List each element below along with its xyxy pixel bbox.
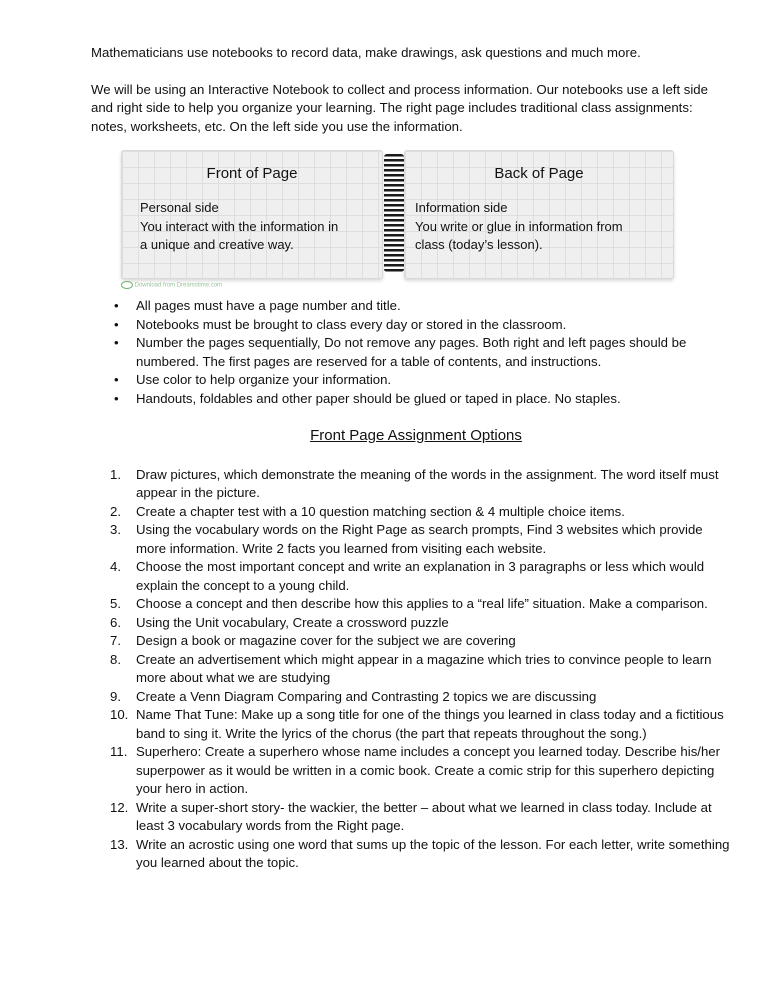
spiral-binding-icon [384, 154, 404, 272]
option-text: Design a book or magazine cover for the subject we are covering [136, 633, 516, 648]
option-item [91, 651, 731, 688]
rules-list [91, 297, 731, 408]
notebook-left-line: a unique and creative way. [140, 237, 294, 252]
notebook-left-line: Personal side [140, 200, 219, 215]
option-text: Write an acrostic using one word that sums up the topic of the lesson. For each letter, write something you learned about the topic. [136, 836, 730, 870]
watermark-logo-icon [121, 281, 133, 289]
bullet-icon: • [114, 298, 119, 313]
rule-text: All pages must have a page number and title. [136, 298, 401, 313]
option-item [91, 743, 731, 799]
option-text: Choose the most important concept and write an explanation in 3 paragraphs or less which would explain the concept to a young child. [136, 559, 705, 593]
rule-item [91, 334, 731, 371]
option-item [91, 521, 731, 558]
bullet-icon: • [114, 335, 119, 350]
option-number: 7. [110, 633, 121, 648]
option-item [91, 688, 731, 707]
option-text: Using the vocabulary words on the Right Page as search prompts, Find 3 websites which provide more information. Write 2 facts you learned from visiting each website. [136, 522, 703, 556]
notebook-right-title: Back of Page [494, 165, 584, 182]
option-number: 5. [110, 596, 121, 611]
rule-text: Handouts, foldables and other paper should be glued or taped in place. No staples. [136, 390, 621, 406]
rule-text: Number the pages sequentially, Do not remove any pages. Both right and left pages should be numbered. The first pages are reserved for a table of contents, and instructions. [136, 335, 687, 369]
option-item [91, 706, 731, 743]
stock-watermark [121, 281, 701, 289]
notebook-left-title: Front of Page [206, 165, 298, 182]
notebook-right-text [415, 199, 665, 255]
option-number: 8. [110, 651, 121, 667]
watermark-text: Download from Dreamstime.com [134, 282, 223, 289]
notebook-right-page [404, 150, 674, 279]
option-number: 2. [110, 503, 121, 519]
notebook-right-line: You write or glue in information from [415, 218, 623, 234]
option-text: Choose a concept and then describe how this applies to a “real life” situation. Make a comparison. [136, 596, 708, 611]
option-text: Superhero: Create a superhero whose name includes a concept you learned today. Describe his/her superpower as it would be written in a comic book. Create a comic strip for this superhero depicting your hero in action. [136, 744, 721, 796]
bullet-icon: • [114, 316, 119, 332]
rule-text: Notebooks must be brought to class every day or stored in the classroom. [136, 316, 567, 332]
option-number: 12. [110, 799, 129, 815]
section-title: Front Page Assignment Options [310, 427, 522, 444]
option-item [91, 595, 731, 614]
options-list [91, 466, 731, 873]
rule-item [91, 316, 731, 335]
notebook-left-text [140, 199, 374, 255]
option-number: 9. [110, 688, 121, 704]
bullet-icon: • [114, 390, 119, 406]
option-number: 11. [110, 744, 128, 759]
option-text: Name That Tune: Make up a song title for one of the things you learned in class today and a fictitious band to sing it. Write the lyrics of the chorus (the part that repeats throughout the song.) [136, 707, 724, 741]
rule-item [91, 390, 731, 409]
option-number: 3. [110, 522, 121, 537]
option-number: 4. [110, 559, 121, 574]
option-text: Create a chapter test with a 10 question matching section & 4 multiple choice items. [136, 503, 625, 519]
option-item [91, 558, 731, 595]
option-number: 10. [110, 707, 129, 722]
option-number: 6. [110, 614, 121, 630]
option-item [91, 503, 731, 522]
option-number: 13. [110, 836, 129, 852]
intro-paragraph-1: Mathematicians use notebooks to record data, make drawings, ask questions and much more. [91, 45, 641, 60]
option-number: 1. [110, 466, 121, 482]
notebook-right-line: Information side [415, 200, 508, 215]
document-page [91, 44, 731, 873]
option-item [91, 799, 731, 836]
rule-item [91, 371, 731, 390]
intro-paragraph-2: We will be using an Interactive Notebook to collect and process information. Our notebooks use a left side and right side to help you organize your learning. The right page includes traditional class assignments: notes, worksheets, etc. On the left side you use the information. [91, 81, 708, 134]
option-item [91, 614, 731, 633]
notebook-left-page [121, 150, 383, 279]
rule-item [91, 297, 731, 316]
notebook-right-line: class (today’s lesson). [415, 237, 543, 252]
notebook-illustration [121, 150, 689, 289]
option-text: Create a Venn Diagram Comparing and Contrasting 2 topics we are discussing [136, 688, 597, 704]
option-item [91, 836, 731, 873]
option-text: Draw pictures, which demonstrate the meaning of the words in the assignment. The word itself must appear in the picture. [136, 466, 719, 500]
option-text: Write a super-short story- the wackier, the better – about what we learned in class today. Include at least 3 vocabulary words from the Right page. [136, 799, 712, 833]
option-item [91, 466, 731, 503]
rule-text: Use color to help organize your information. [136, 372, 392, 387]
notebook-left-line: You interact with the information in [140, 218, 339, 234]
bullet-icon: • [114, 372, 119, 387]
option-text: Using the Unit vocabulary, Create a crossword puzzle [136, 614, 449, 630]
option-text: Create an advertisement which might appear in a magazine which tries to convince people to learn more about what we are studying [136, 651, 712, 685]
option-item [91, 632, 731, 651]
